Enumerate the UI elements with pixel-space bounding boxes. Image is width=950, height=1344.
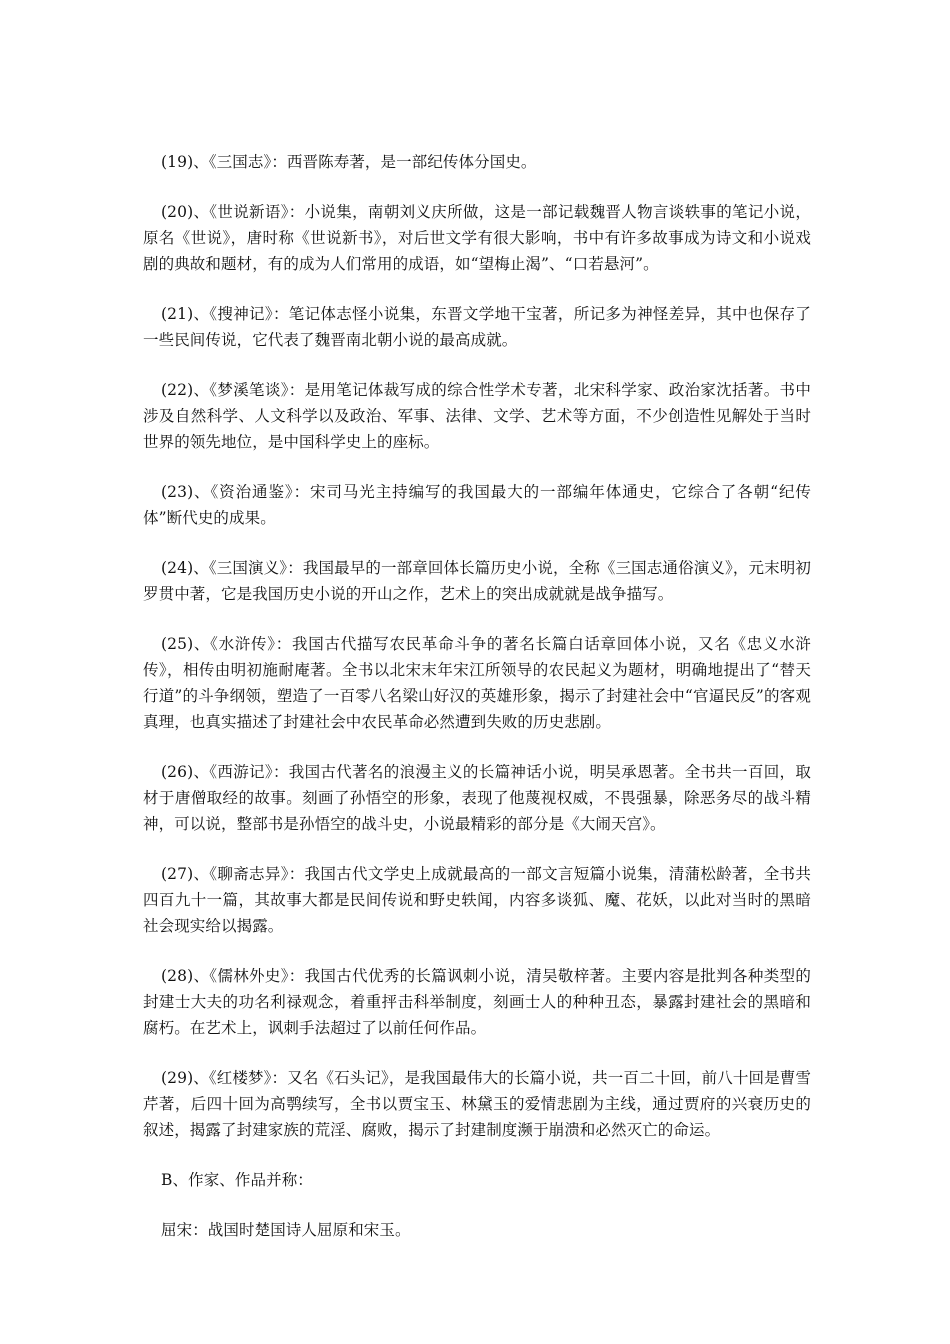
entry-21-soushenji: (21)、《搜神记》：笔记体志怪小说集，东晋文学地干宝著，所记多为神怪差异，其中也保存了一些民间传说，它代表了魏晋南北朝小说的最高成就。 [143,305,811,349]
entry-29-hongloumeng: (29)、《红楼梦》：又名《石头记》，是我国最伟大的长篇小说，共一百二十回，前八十回是曹雪芹著，后四十回为高鹗续写，全书以贾宝玉、林黛玉的爱情悲剧为主线，通过贾府的兴衰历史的叙述，揭露了封建家族的荒淫、腐败，揭示了封建制度濒于崩溃和必然灭亡的命运。 [143,1069,811,1139]
entry-19-sanguozhi: (19)、《三国志》：西晋陈寿著，是一部纪传体分国史。 [161,153,537,171]
entry-qusong: 屈宋：战国时楚国诗人屈原和宋玉。 [161,1221,411,1239]
entry-22-mengxibitan: (22)、《梦溪笔谈》：是用笔记体裁写成的综合性学术专著，北宋科学家、政治家沈括著。书中涉及自然科学、人文科学以及政治、军事、法律、文学、艺术等方面，不少创造性见解处于当时世界的领先地位，是中国科学史上的座标。 [143,381,811,451]
entry-20-shishuoxinyu: (20)、《世说新语》：小说集，南朝刘义庆所做，这是一部记载魏晋人物言谈轶事的笔记小说，原名《世说》，唐时称《世说新书》，对后世文学有很大影响，书中有许多故事成为诗文和小说戏剧的典故和题材，有的成为人们常用的成语，如“望梅止渴”、“口若悬河”。 [143,203,811,273]
entry-28-rulinwaishi: (28)、《儒林外史》：我国古代优秀的长篇讽刺小说，清吴敬梓著。主要内容是批判各种类型的封建士大夫的功名利禄观念，着重抨击科举制度，刻画士人的种种丑态，暴露封建社会的黑暗和腐朽。在艺术上，讽刺手法超过了以前任何作品。 [143,967,811,1037]
entry-27-liaozhaizhiyi: (27)、《聊斋志异》：我国古代文学史上成就最高的一部文言短篇小说集，清蒲松龄著，全书共四百九十一篇，其故事大都是民间传说和野史轶闻，内容多谈狐、魔、花妖，以此对当时的黑暗社会现实给以揭露。 [143,865,811,935]
entry-26-xiyouji: (26)、《西游记》：我国古代著名的浪漫主义的长篇神话小说，明吴承恩著。全书共一百回，取材于唐僧取经的故事。刻画了孙悟空的形象，表现了他蔑视权威，不畏强暴，除恶务尽的战斗精神，可以说，整部书是孙悟空的战斗史，小说最精彩的部分是《大闹天宫》。 [143,763,811,833]
entry-25-shuihuzhuan: (25)、《水浒传》：我国古代描写农民革命斗争的著名长篇白话章回体小说，又名《忠义水浒传》，相传由明初施耐庵著。全书以北宋末年宋江所领导的农民起义为题材，明确地提出了“替天行道”的斗争纲领，塑造了一百零八名梁山好汉的英雄形象，揭示了封建社会中“官逼民反”的客观真理，也真实描述了封建社会中农民革命必然遭到失败的历史悲剧。 [143,635,811,731]
section-heading-b: B、作家、作品并称： [161,1171,313,1189]
entry-23-zizhitongjian: (23)、《资治通鉴》：宋司马光主持编写的我国最大的一部编年体通史，它综合了各朝“纪传体”断代史的成果。 [143,483,811,527]
document-page [143,149,811,1267]
entry-24-sanguoyanyi: (24)、《三国演义》：我国最早的一部章回体长篇历史小说，全称《三国志通俗演义》，元末明初罗贯中著，它是我国历史小说的开山之作，艺术上的突出成就就是战争描写。 [143,559,811,603]
